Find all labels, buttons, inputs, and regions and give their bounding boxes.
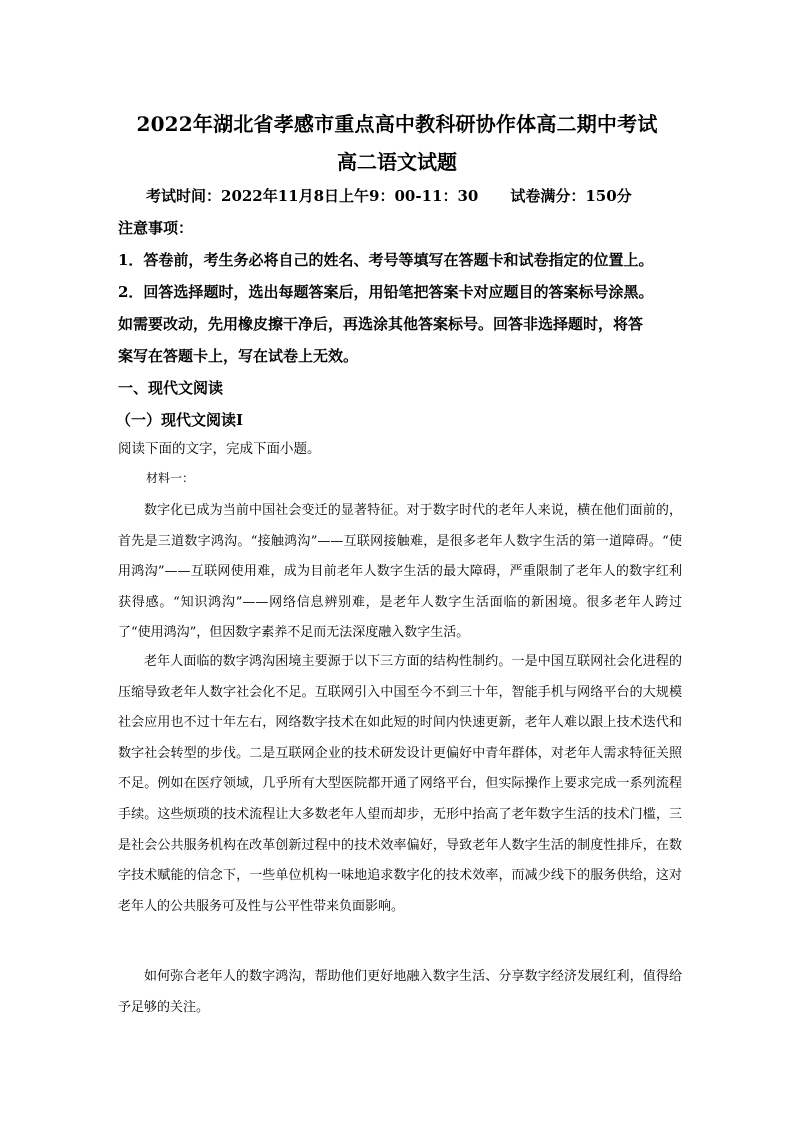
notes-heading: 注意事项： — [118, 219, 194, 237]
note-item-2-line-1: 2．回答选择题时，选出每题答案后，用铅笔把答案卡对应题目的答案标号涂黑。 — [118, 283, 654, 301]
exam-info — [146, 185, 632, 206]
exam-title: 2022年湖北省孝感市重点高中教科研协作体高二期中考试 — [136, 112, 658, 136]
note-item-2-line-3: 案写在答题卡上，写在试卷上无效。 — [118, 347, 359, 365]
exam-score: 试卷满分：150分 — [510, 187, 632, 205]
exam-time: 考试时间：2022年11月8日上午9：00-11：30 — [146, 187, 479, 205]
paragraph-3-text: 如何弥合老年人的数字鸿沟，帮助他们更好地融入数字生活、分享数字经济发展红利，值得给予足够的关注。 — [118, 969, 682, 1015]
material-label: 材料一： — [146, 471, 195, 485]
note-item-1: 1．答卷前，考生务必将自己的姓名、考号等填写在答题卡和试卷指定的位置上。 — [118, 251, 654, 269]
paragraph-2 — [118, 647, 682, 922]
reading-instruction: 阅读下面的文字，完成下面小题。 — [118, 441, 321, 457]
paragraph-2-text: 老年人面临的数字鸿沟困境主要源于以下三方面的结构性制约。一是中国互联网社会化进程的压缩导致老年人数字社会化不足。互联网引入中国至今不到三十年，智能手机与网络平台的大规模社会应用也不过十年左右，网络数字技术在如此短的时间内快速更新，老年人难以跟上技术迭代和数字社会转型的步伐。二是互联网企业的技术研发设计更偏好中青年群体，对老年人需求特征关照不足。例如在医疗领域，几乎所有大型医院都开通了网络平台，但实际操作上要求完成一系列流程手续。这些烦琐的技术流程让大多数老年人望而却步，无形中抬高了老年数字生活的技术门槛，三是社会公共服务机构在改革创新过程中的技术效率偏好，导致老年人数字生活的制度性排斥，在数字技术赋能的信念下，一些单位机构一味地追求数字化的技术效率，而减少线下的服务供给，这对老年人的公共服务可及性与公平性带来负面影响。 — [118, 654, 682, 914]
subject-title: 高二语文试题 — [337, 150, 457, 174]
section-subtitle: （一）现代文阅读Ⅰ — [116, 411, 244, 429]
paragraph-1-text: 数字化已成为当前中国社会变迁的显著特征。对于数字时代的老年人来说，横在他们面前的，首先是三道数字鸿沟。“接触鸿沟”——互联网接触难，是很多老年人数字生活的第一道障碍。“使用鸿沟”——互联网使用难，成为目前老年人数字生活的最大障碍，严重限制了老年人的数字红利获得感。“知识鸿沟”——网络信息辨别难，是老年人数字生活面临的新困境。很多老年人跨过了“使用鸿沟”，但因数字素养不足而无法深度融入数字生活。 — [118, 503, 682, 641]
note-item-2-line-2: 如需要改动，先用橡皮擦干净后，再选涂其他答案标号。回答非选择题时，将答 — [118, 315, 644, 333]
paragraph-1 — [118, 496, 682, 649]
paragraph-3 — [118, 962, 682, 1023]
section-title: 一、现代文阅读 — [118, 379, 224, 397]
